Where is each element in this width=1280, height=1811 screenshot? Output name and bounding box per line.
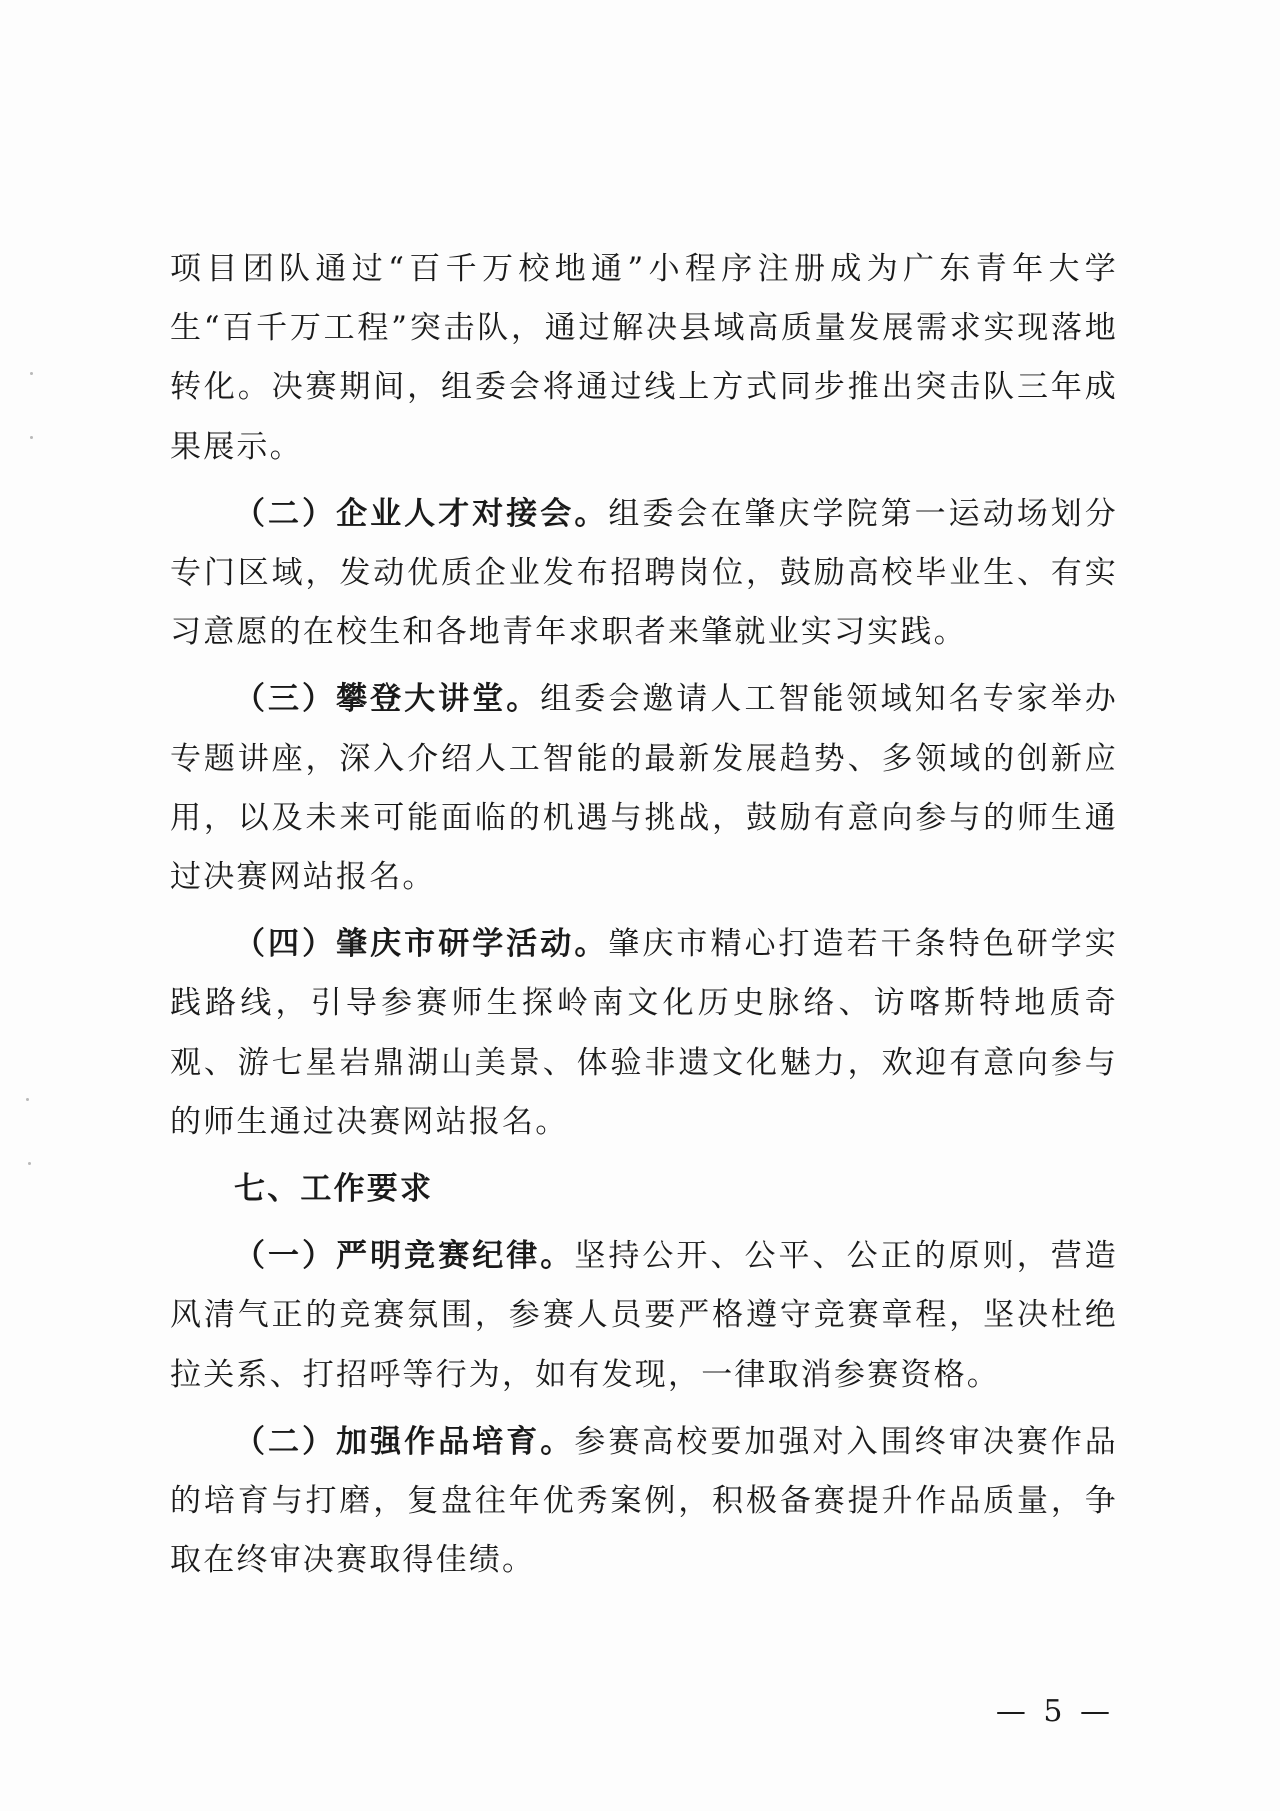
paragraph-text: 肇庆市精心打造若干条特色研学实践路线，引导参赛师生探岭南文化历史脉络、访喀斯特地质奇观、游七星岩鼎湖山美景、体验非遗文化魅力，欢迎有意向参与的师生通过决赛网站报名。: [170, 926, 1119, 1140]
binding-mark: [26, 1098, 29, 1101]
page-number: — 5 —: [995, 1694, 1114, 1729]
paragraph-lead: （一）严明竞赛纪律。: [234, 1238, 575, 1275]
paragraph-lead: （二）企业人才对接会。: [234, 495, 609, 532]
document-body: [170, 240, 1118, 1598]
section-heading: 七、工作要求: [234, 1171, 434, 1208]
paragraph-text: 坚持公开、公平、公正的原则，营造风清气正的竞赛氛围，参赛人员要严格遵守竞赛章程，坚决杜绝拉关系、打招呼等行为，如有发现，一律取消参赛资格。: [170, 1238, 1119, 1393]
paragraph-lead: （三）攀登大讲堂。: [234, 681, 541, 718]
paragraph-lead: （二）加强作品培育。: [234, 1423, 575, 1460]
binding-mark: [28, 1162, 31, 1165]
paragraph-discipline: [170, 1227, 1118, 1405]
paragraph-lecture-hall: [170, 670, 1118, 907]
paragraph-talent-fair: [170, 485, 1118, 663]
paragraph-lead: （四）肇庆市研学活动。: [234, 926, 609, 963]
paragraph-text: 参赛高校要加强对入围终审决赛作品的培育与打磨，复盘往年优秀案例，积极备赛提升作品质量，争取在终审决赛取得佳绩。: [170, 1423, 1119, 1579]
paragraph-text: 组委会邀请人工智能领域知名专家举办专题讲座，深入介绍人工智能的最新发展趋势、多领域的创新应用，以及未来可能面临的机遇与挑战，鼓励有意向参与的师生通过决赛网站报名。: [170, 681, 1118, 896]
paragraph-continuation: [170, 240, 1118, 477]
binding-mark: [30, 372, 33, 375]
paragraph-text: 项目团队通过“百千万校地通”小程序注册成为广东青年大学生“百千万工程”突击队，通过解决县域高质量发展需求实现落地转化。决赛期间，组委会将通过线上方式同步推出突击队三年成果展示。: [170, 251, 1118, 465]
paragraph-cultivation: [170, 1413, 1118, 1591]
paragraph-text: 组委会在肇庆学院第一运动场划分专门区域，发动优质企业发布招聘岗位，鼓励高校毕业生、有实习意愿的在校生和各地青年求职者来肇就业实习实践。: [170, 495, 1119, 651]
binding-mark: [30, 436, 33, 439]
paragraph-study-tour: [170, 915, 1118, 1152]
